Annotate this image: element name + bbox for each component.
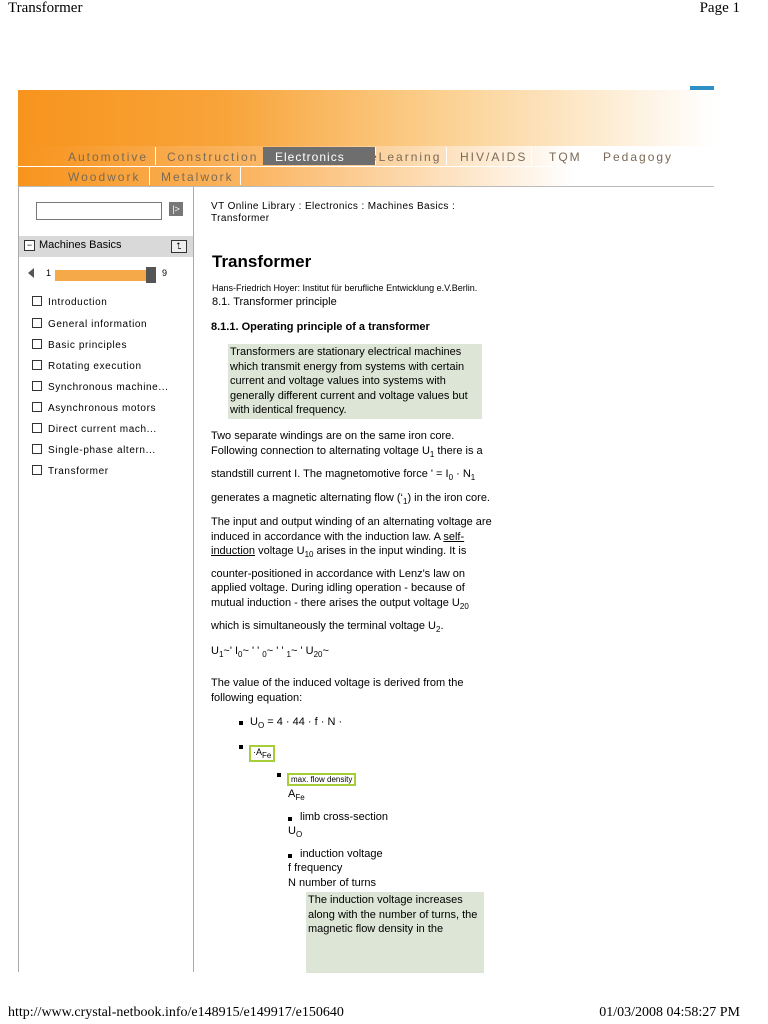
max-flow-density-box: max. flow density [287, 773, 356, 786]
bullet-icon [277, 773, 281, 777]
sidebar-item-label: Asynchronous motors [48, 403, 157, 414]
text-line: applied voltage. During idling operation - because of [211, 582, 465, 594]
legend-afe: $A_{Fe}$ [288, 788, 305, 802]
header-banner [18, 90, 714, 146]
nav-separator [149, 167, 150, 185]
subsection-heading: 8.1.1. Operating principle of a transformer [211, 321, 430, 333]
sidebar-item-label: Rotating execution [48, 361, 142, 372]
nav-item-metalwork[interactable]: Metalwork [161, 170, 234, 184]
bullet-icon [288, 854, 292, 858]
sidebar-item-asynchronous-motors[interactable] [32, 402, 156, 414]
definition-note: Transformers are stationary electrical machines which transmit energy from systems with certain current and voltage values into systems with generally different current and voltage values but with identical frequency. [228, 344, 482, 419]
text-line: induction voltage $U_{10}$ arises in the input winding. It is [211, 545, 467, 559]
print-header-page: Page 1 [699, 0, 740, 16]
paragraph-windings [211, 429, 511, 509]
text-line: Following connection to alternating voltage $U_1$ there is a [211, 444, 483, 459]
sidebar-item-label: Transformer [48, 466, 109, 477]
nav-item-construction[interactable]: Construction [167, 150, 259, 164]
bullet-icon [239, 721, 243, 725]
text-line: mutual induction - there arises the output voltage $U_{20}$ [211, 596, 469, 611]
sidebar-item-basic-principles[interactable] [32, 339, 127, 351]
bullet-icon [239, 745, 243, 749]
sidebar-left-border [18, 187, 19, 972]
sidebar-item-direct-current[interactable] [32, 423, 157, 435]
nav-item-elearning[interactable]: eLearning [370, 150, 442, 164]
sidebar-item-label: Introduction [48, 297, 108, 308]
paragraph-induction [211, 515, 511, 638]
paragraph-equation-intro: The value of the induced voltage is derived from the following equation: [211, 677, 464, 704]
nav-separator [240, 167, 241, 185]
afe-box: ·AFe [249, 745, 275, 762]
print-footer-datetime: 01/03/2008 04:58:27 PM [599, 1005, 740, 1020]
folder-up-icon[interactable]: ⮤ [171, 240, 187, 253]
nav-item-pedagogy[interactable]: Pedagogy [603, 150, 674, 164]
text-line: generates a magnetic alternating flow $(‘_1)$ in the iron core. [211, 491, 490, 506]
checkbox-icon [32, 465, 42, 475]
sidebar-item-label: Synchronous machine... [48, 382, 169, 393]
sidebar-item-single-phase[interactable] [32, 444, 156, 456]
nav-bottom-border [18, 186, 714, 187]
checkbox-icon [32, 402, 42, 412]
sidebar-right-border [193, 187, 194, 972]
formula-chain: $U_1\sim'$ $I_0\sim$ ' ' $_0$~ ' ' $_1$~ ' $U_{20}\sim$ [211, 645, 329, 659]
bullet-icon [288, 817, 292, 821]
nav-item-automotive[interactable]: Automotive [68, 150, 149, 164]
breadcrumb: VT Online Library : Electronics : Machines Basics : Transformer [211, 201, 456, 224]
checkbox-icon [32, 339, 42, 349]
sidebar-item-synchronous-machine[interactable] [32, 381, 168, 393]
checkbox-icon [32, 296, 42, 306]
page-title: Transformer [212, 252, 312, 271]
author-line: Hans-Friedrich Hoyer: Institut für berufliche Entwicklung e.V.Berlin. [212, 283, 478, 293]
section-heading: 8.1. Transformer principle [212, 296, 337, 308]
legend-frequency: f frequency [288, 862, 343, 874]
equation: $U_O = 4 \cdot 44 \cdot f \cdot N$ · [250, 716, 343, 730]
sidebar-item-transformer[interactable] [32, 465, 109, 477]
legend-uo: $U_O$ [288, 825, 303, 839]
sidebar-item-label: General information [48, 319, 148, 330]
slider-prev-arrow-icon[interactable] [28, 268, 34, 278]
text-line: standstill current I. The magnetomotive force ' = $I_0 \cdot N_1$ [211, 468, 476, 482]
nav-separator [446, 147, 447, 165]
self-induction-link[interactable]: self- [443, 530, 465, 543]
sidebar-item-label: Single-phase altern... [48, 445, 156, 456]
text-line: The input and output winding of an alternating voltage are [211, 516, 492, 528]
checkbox-icon [32, 318, 42, 328]
top-nav [18, 146, 714, 186]
legend-turns: N number of turns [288, 876, 377, 889]
induction-note: The induction voltage increases along with the number of turns, the magnetic flow density in the [306, 892, 484, 973]
page-slider-thumb[interactable] [146, 267, 156, 283]
sidebar-item-general-information[interactable] [32, 318, 147, 330]
print-header-title: Transformer [8, 0, 83, 16]
page-slider-track[interactable] [55, 270, 155, 281]
nav-separator [531, 147, 532, 165]
collapse-icon[interactable]: − [24, 240, 35, 251]
checkbox-icon [32, 360, 42, 370]
text-line: induced in accordance with the induction law. A self- [211, 530, 465, 543]
checkbox-icon [32, 444, 42, 454]
section-header [19, 236, 193, 257]
checkbox-icon [32, 381, 42, 391]
text-line: counter-positioned in accordance with Lenz's law on [211, 567, 466, 580]
self-induction-link[interactable]: induction [211, 545, 256, 557]
text-line: Two separate windings are on the same iron core. [211, 430, 455, 442]
print-footer-url: http://www.crystal-netbook.info/e148915/e149917/e150640 [8, 1005, 344, 1020]
legend-induction: induction voltage [288, 847, 488, 862]
sidebar-item-label: Basic principles [48, 340, 128, 351]
nav-separator [588, 147, 589, 165]
checkbox-icon [32, 423, 42, 433]
text-line: which is simultaneously the terminal voltage $U_2$. [211, 620, 444, 634]
search-button[interactable]: |> [169, 202, 183, 216]
nav-separator [155, 147, 156, 165]
section-header-label: Machines Basics [39, 239, 122, 251]
nav-item-woodwork[interactable]: Woodwork [68, 170, 141, 184]
nav-row-divider [18, 166, 714, 167]
slider-min-label: 1 [46, 268, 52, 278]
symbol-legend [288, 787, 488, 890]
nav-item-tqm[interactable]: TQM [549, 150, 582, 164]
sidebar-item-introduction[interactable] [32, 296, 107, 308]
search-input[interactable] [36, 202, 162, 220]
sidebar-item-label: Direct current mach... [48, 424, 157, 435]
sidebar-item-rotating-execution[interactable] [32, 360, 142, 372]
slider-max-label: 9 [162, 268, 168, 278]
legend-limb: limb cross-section [288, 810, 488, 825]
nav-item-hiv-aids[interactable]: HIV/AIDS [460, 150, 528, 164]
nav-item-electronics[interactable]: Electronics [275, 150, 345, 164]
